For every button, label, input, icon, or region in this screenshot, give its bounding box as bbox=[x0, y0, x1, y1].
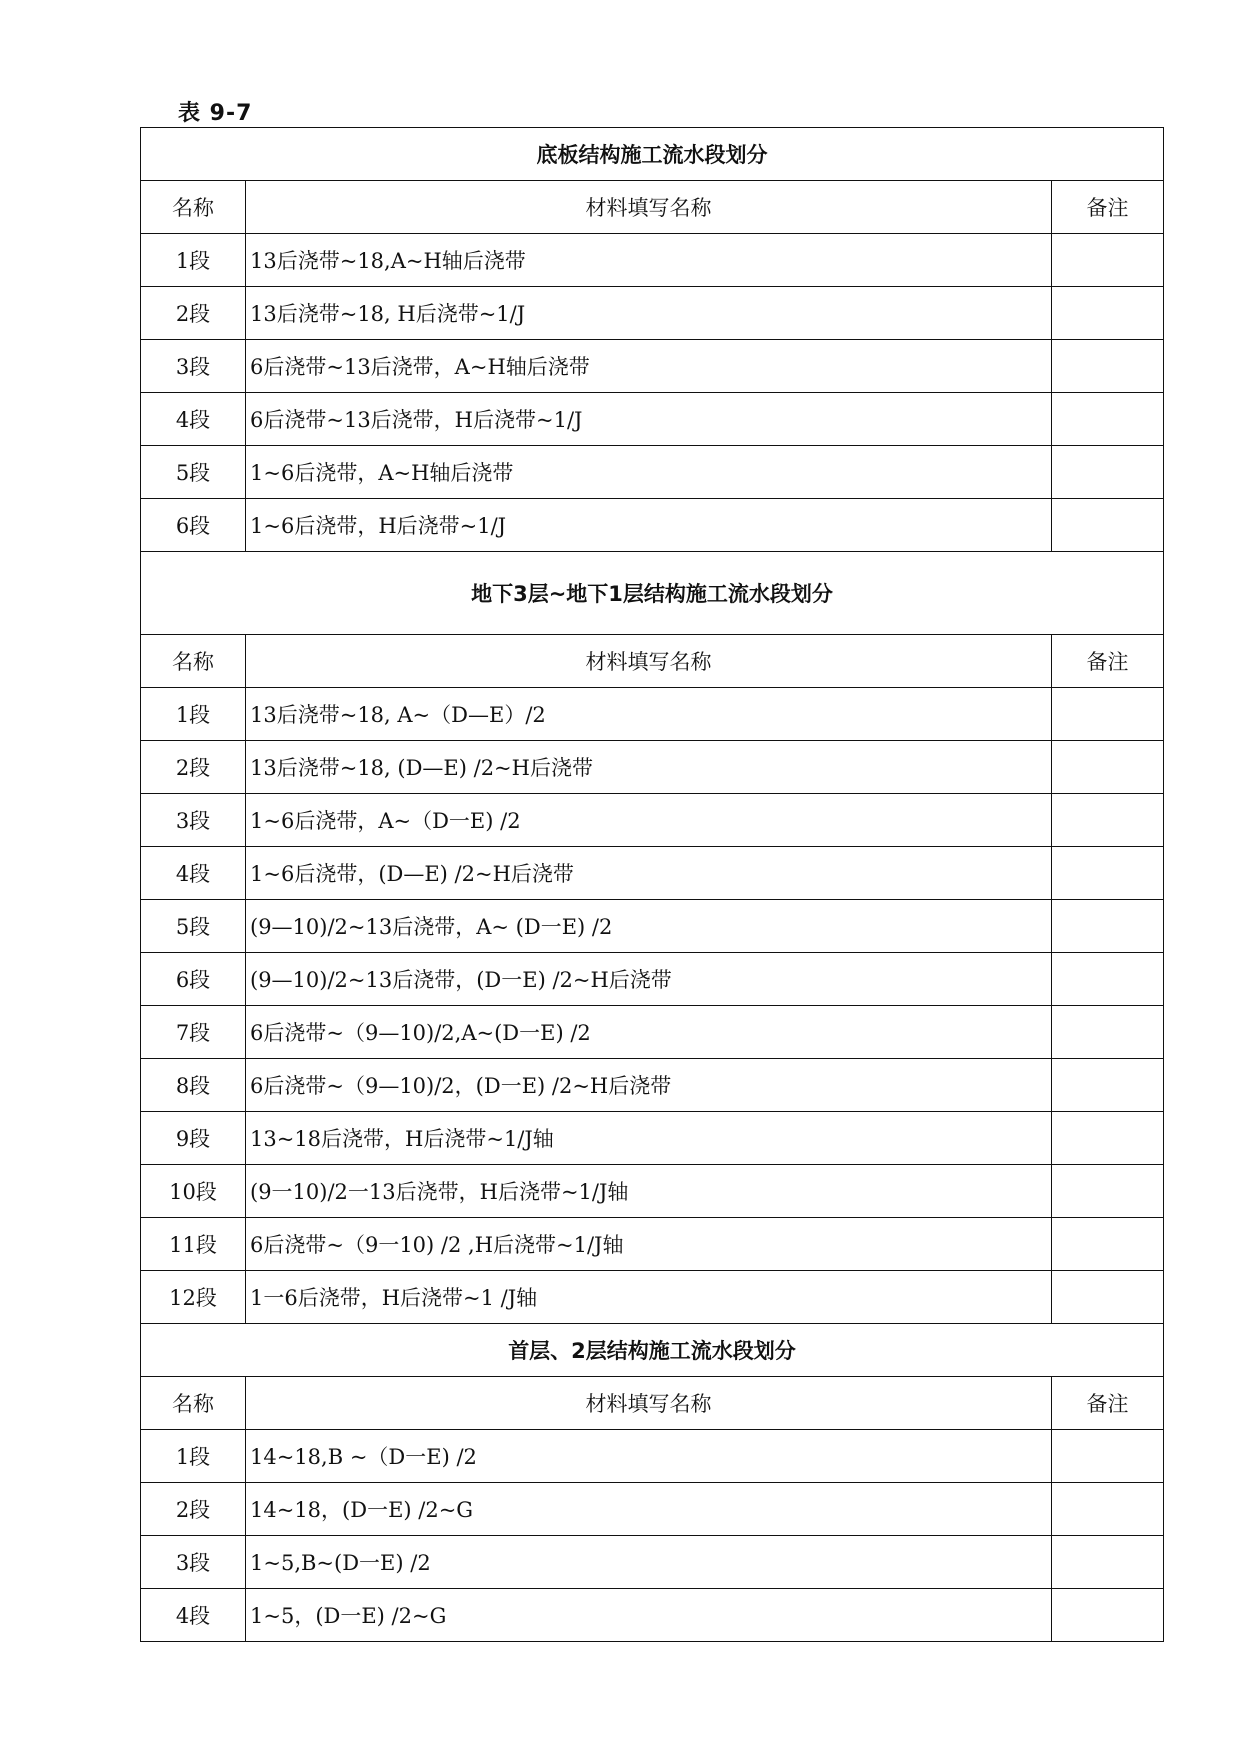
segment-note-cell bbox=[1052, 1271, 1164, 1324]
segment-desc-cell: 1~6后浇带，A~（D一E) /2 bbox=[246, 794, 1052, 847]
table-row bbox=[141, 1271, 1164, 1324]
segment-desc-cell: 1~6后浇带，A~H轴后浇带 bbox=[246, 446, 1052, 499]
segment-desc-cell: 14~18，(D一E) /2~G bbox=[246, 1483, 1052, 1536]
table-row bbox=[141, 287, 1164, 340]
segment-note-cell bbox=[1052, 234, 1164, 287]
table-row bbox=[141, 499, 1164, 552]
segment-note-cell bbox=[1052, 1589, 1164, 1642]
segment-desc-cell: (9—10)/2~13后浇带，A~ (D一E) /2 bbox=[246, 900, 1052, 953]
table-row bbox=[141, 1589, 1164, 1642]
segment-note-cell bbox=[1052, 794, 1164, 847]
segment-name-cell: 5段 bbox=[141, 446, 246, 499]
segment-desc-cell: 14~18,B ~（D一E) /2 bbox=[246, 1430, 1052, 1483]
segment-desc-cell: 6后浇带~（9—10)/2,A~(D一E) /2 bbox=[246, 1006, 1052, 1059]
table-row bbox=[141, 1006, 1164, 1059]
segment-name-cell: 12段 bbox=[141, 1271, 246, 1324]
table-row bbox=[141, 1112, 1164, 1165]
segment-name-cell: 8段 bbox=[141, 1059, 246, 1112]
column-header-name: 名称 bbox=[141, 635, 246, 688]
column-header-row bbox=[141, 181, 1164, 234]
segment-note-cell bbox=[1052, 741, 1164, 794]
section-title: 底板结构施工流水段划分 bbox=[141, 128, 1164, 181]
segment-name-cell: 2段 bbox=[141, 741, 246, 794]
segment-name-cell: 4段 bbox=[141, 393, 246, 446]
segment-note-cell bbox=[1052, 688, 1164, 741]
section-title: 地下3层~地下1层结构施工流水段划分 bbox=[141, 552, 1164, 635]
table-row bbox=[141, 1165, 1164, 1218]
segment-desc-cell: (9—10)/2~13后浇带，(D一E) /2~H后浇带 bbox=[246, 953, 1052, 1006]
segment-name-cell: 10段 bbox=[141, 1165, 246, 1218]
segment-desc-cell: 1~6后浇带，H后浇带~1/J bbox=[246, 499, 1052, 552]
segment-note-cell bbox=[1052, 1430, 1164, 1483]
segment-name-cell: 5段 bbox=[141, 900, 246, 953]
segment-note-cell bbox=[1052, 287, 1164, 340]
column-header-row bbox=[141, 1377, 1164, 1430]
table-row bbox=[141, 393, 1164, 446]
section-title-row bbox=[141, 1324, 1164, 1377]
column-header-desc: 材料填写名称 bbox=[246, 1377, 1052, 1430]
segment-name-cell: 1段 bbox=[141, 234, 246, 287]
segment-note-cell bbox=[1052, 1483, 1164, 1536]
segment-note-cell bbox=[1052, 1218, 1164, 1271]
segment-name-cell: 4段 bbox=[141, 847, 246, 900]
table-row bbox=[141, 1218, 1164, 1271]
table-row bbox=[141, 847, 1164, 900]
segment-name-cell: 9段 bbox=[141, 1112, 246, 1165]
column-header-row bbox=[141, 635, 1164, 688]
table-row bbox=[141, 446, 1164, 499]
column-header-desc: 材料填写名称 bbox=[246, 635, 1052, 688]
section-title-row bbox=[141, 552, 1164, 635]
segment-name-cell: 3段 bbox=[141, 1536, 246, 1589]
table-row bbox=[141, 1059, 1164, 1112]
table-row bbox=[141, 1430, 1164, 1483]
table-row bbox=[141, 953, 1164, 1006]
table-row bbox=[141, 688, 1164, 741]
table-row bbox=[141, 900, 1164, 953]
segment-name-cell: 1段 bbox=[141, 688, 246, 741]
segment-note-cell bbox=[1052, 847, 1164, 900]
column-header-name: 名称 bbox=[141, 181, 246, 234]
segment-note-cell bbox=[1052, 340, 1164, 393]
table-row bbox=[141, 741, 1164, 794]
segment-note-cell bbox=[1052, 953, 1164, 1006]
segment-note-cell bbox=[1052, 900, 1164, 953]
segment-desc-cell: 13后浇带~18,A~H轴后浇带 bbox=[246, 234, 1052, 287]
segment-name-cell: 2段 bbox=[141, 287, 246, 340]
segment-desc-cell: 6后浇带~13后浇带，A~H轴后浇带 bbox=[246, 340, 1052, 393]
segment-note-cell bbox=[1052, 499, 1164, 552]
segment-name-cell: 6段 bbox=[141, 953, 246, 1006]
segment-note-cell bbox=[1052, 446, 1164, 499]
segment-name-cell: 7段 bbox=[141, 1006, 246, 1059]
segment-note-cell bbox=[1052, 1112, 1164, 1165]
segment-desc-cell: 6后浇带~13后浇带，H后浇带~1/J bbox=[246, 393, 1052, 446]
segment-name-cell: 3段 bbox=[141, 794, 246, 847]
segment-note-cell bbox=[1052, 1059, 1164, 1112]
segment-desc-cell: 13后浇带~18, A~（D—E）/2 bbox=[246, 688, 1052, 741]
segment-name-cell: 4段 bbox=[141, 1589, 246, 1642]
segment-desc-cell: 6后浇带~（9—10)/2，(D一E) /2~H后浇带 bbox=[246, 1059, 1052, 1112]
column-header-note: 备注 bbox=[1052, 181, 1164, 234]
segment-note-cell bbox=[1052, 1006, 1164, 1059]
section-title-row bbox=[141, 128, 1164, 181]
column-header-note: 备注 bbox=[1052, 635, 1164, 688]
segment-desc-cell: 1~5，(D一E) /2~G bbox=[246, 1589, 1052, 1642]
segment-desc-cell: 13~18后浇带，H后浇带~1/J轴 bbox=[246, 1112, 1052, 1165]
flow-section-table-body bbox=[141, 128, 1164, 1642]
segment-name-cell: 3段 bbox=[141, 340, 246, 393]
table-row bbox=[141, 794, 1164, 847]
segment-name-cell: 2段 bbox=[141, 1483, 246, 1536]
table-row bbox=[141, 1536, 1164, 1589]
table-row bbox=[141, 234, 1164, 287]
table-row bbox=[141, 1483, 1164, 1536]
segment-desc-cell: 1~6后浇带，(D—E) /2~H后浇带 bbox=[246, 847, 1052, 900]
segment-note-cell bbox=[1052, 393, 1164, 446]
segment-desc-cell: 6后浇带~（9一10) /2 ,H后浇带~1/J轴 bbox=[246, 1218, 1052, 1271]
segment-name-cell: 1段 bbox=[141, 1430, 246, 1483]
table-row bbox=[141, 340, 1164, 393]
flow-section-table bbox=[140, 127, 1164, 1642]
segment-desc-cell: 1~5,B~(D一E) /2 bbox=[246, 1536, 1052, 1589]
segment-desc-cell: 1一6后浇带，H后浇带~1 /J轴 bbox=[246, 1271, 1052, 1324]
segment-desc-cell: 13后浇带~18, H后浇带~1/J bbox=[246, 287, 1052, 340]
segment-desc-cell: (9一10)/2一13后浇带，H后浇带~1/J轴 bbox=[246, 1165, 1052, 1218]
segment-note-cell bbox=[1052, 1536, 1164, 1589]
table-label: 表 9-7 bbox=[178, 101, 253, 126]
section-title: 首层、2层结构施工流水段划分 bbox=[141, 1324, 1164, 1377]
column-header-note: 备注 bbox=[1052, 1377, 1164, 1430]
column-header-desc: 材料填写名称 bbox=[246, 181, 1052, 234]
segment-desc-cell: 13后浇带~18, (D—E) /2~H后浇带 bbox=[246, 741, 1052, 794]
segment-note-cell bbox=[1052, 1165, 1164, 1218]
segment-name-cell: 6段 bbox=[141, 499, 246, 552]
segment-name-cell: 11段 bbox=[141, 1218, 246, 1271]
column-header-name: 名称 bbox=[141, 1377, 246, 1430]
